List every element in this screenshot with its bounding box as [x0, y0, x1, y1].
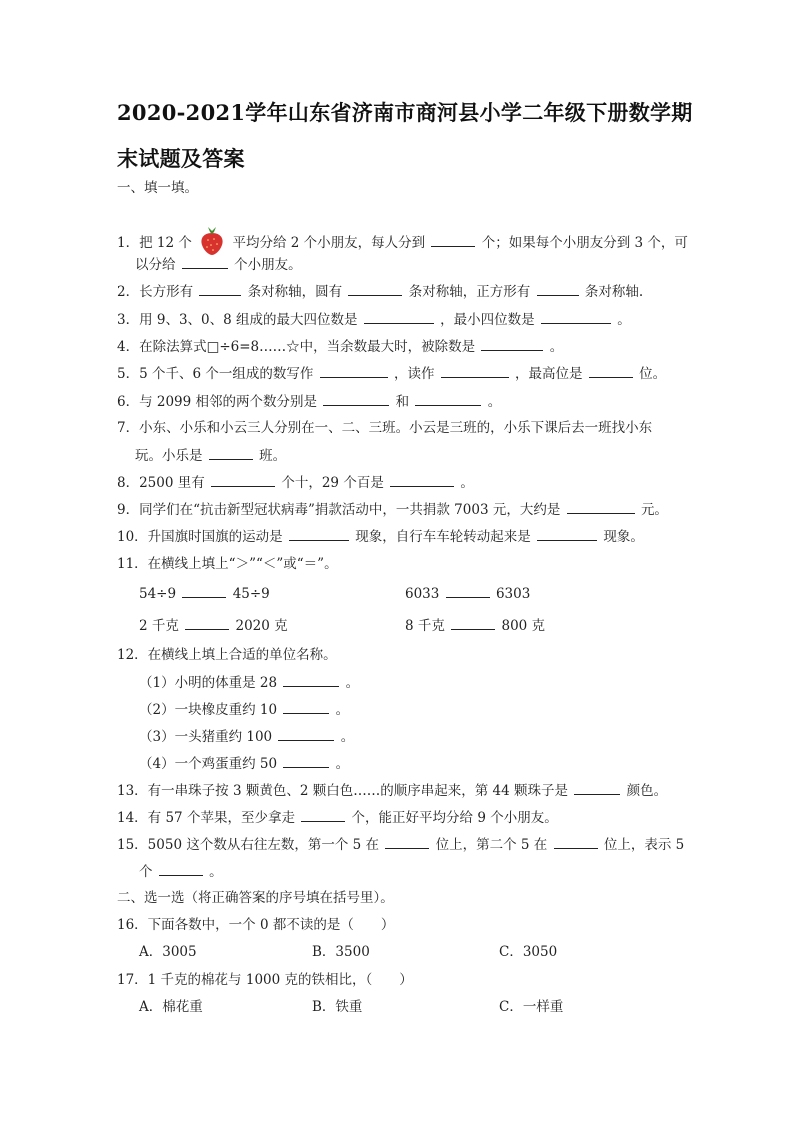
answer-blank[interactable]: [199, 281, 241, 296]
answer-blank[interactable]: [554, 834, 598, 849]
question-17: 17．1 千克的棉花与 1000 克的铁相比，（ ）: [117, 972, 413, 988]
answer-blank[interactable]: [182, 583, 226, 598]
question-15-continued: 个 。: [139, 861, 223, 882]
q16-option-a[interactable]: A．3005: [139, 944, 197, 960]
compare-row-2-right: 8 千克 800 克: [405, 615, 545, 636]
answer-blank[interactable]: [320, 363, 388, 378]
answer-blank[interactable]: [211, 472, 275, 487]
answer-blank[interactable]: [289, 526, 349, 541]
question-12: 12．在横线上填上合适的单位名称。: [117, 647, 337, 663]
question-4: 4．在除法算式□÷6=8……☆中，当余数最大时，被除数是 。: [117, 336, 563, 357]
question-16: 16．下面各数中，一个 0 都不读的是（ ）: [117, 917, 395, 933]
question-1: 1．把 12 个 平均分给 2 个小朋友，每人分到 个；如果每个小朋友分到 3 个，可: [117, 226, 688, 256]
question-10: 10．升国旗时国旗的运动是 现象，自行车车轮转动起来是 现象。: [117, 526, 644, 547]
question-1-continued: 以分给 个小朋友。: [135, 254, 302, 275]
answer-blank[interactable]: [385, 834, 429, 849]
question-3: 3．用 9、3、0、8 组成的最大四位数是 ，最小四位数是 。: [117, 309, 631, 330]
compare-row-1-left: 54÷9 45÷9: [139, 583, 270, 604]
answer-blank[interactable]: [541, 309, 611, 324]
strawberry-icon: [198, 226, 226, 256]
answer-blank[interactable]: [278, 726, 334, 741]
page-title: 2020-2021学年山东省济南市商河县小学二年级下册数学期末试题及答案: [117, 100, 693, 171]
question-12-part-1: （1）小明的体重是 28 。: [139, 672, 359, 693]
answer-blank[interactable]: [390, 472, 454, 487]
question-12-part-2: （2）一块橡皮重约 10 。: [139, 699, 349, 720]
answer-blank[interactable]: [209, 445, 253, 460]
question-13: 13．有一串珠子按 3 颗黄色、2 颗白色……的顺序串起来，第 44 颗珠子是 颜色。: [117, 780, 667, 801]
answer-blank[interactable]: [567, 499, 635, 514]
answer-blank[interactable]: [301, 807, 345, 822]
answer-blank[interactable]: [574, 780, 620, 795]
q17-option-b[interactable]: B．铁重: [312, 999, 363, 1015]
q17-option-c[interactable]: C．一样重: [499, 999, 564, 1015]
answer-blank[interactable]: [537, 526, 597, 541]
section-heading-1: 一、填一填。: [117, 180, 198, 196]
answer-blank[interactable]: [159, 861, 203, 876]
question-7-continued: 玩。小乐是 班。: [135, 445, 286, 466]
question-6: 6．与 2099 相邻的两个数分别是 和 。: [117, 391, 501, 412]
question-7: 7．小东、小乐和小云三人分别在一、二、三班。小云是三班的，小乐下课后去一班找小东: [117, 420, 653, 436]
q16-option-b[interactable]: B．3500: [312, 944, 370, 960]
answer-blank[interactable]: [451, 615, 495, 630]
answer-blank[interactable]: [364, 309, 434, 324]
question-12-part-4: （4）一个鸡蛋重约 50 。: [139, 753, 349, 774]
question-9: 9．同学们在“抗击新型冠状病毒”捐款活动中，一共捐款 7003 元，大约是 元。: [117, 499, 668, 520]
answer-blank[interactable]: [431, 232, 475, 247]
q17-option-a[interactable]: A．棉花重: [139, 999, 203, 1015]
answer-blank[interactable]: [446, 583, 490, 598]
question-15: 15．5050 这个数从右往左数，第一个 5 在 位上，第二个 5 在 位上，表示 5: [117, 834, 684, 855]
answer-blank[interactable]: [283, 672, 339, 687]
question-8: 8．2500 里有 个十，29 个百是 。: [117, 472, 474, 493]
answer-blank[interactable]: [182, 254, 228, 269]
answer-blank[interactable]: [415, 391, 481, 406]
compare-row-1-right: 6033 6303: [405, 583, 530, 604]
answer-blank[interactable]: [481, 336, 543, 351]
compare-row-2-left: 2 千克 2020 克: [139, 615, 288, 636]
answer-blank[interactable]: [348, 281, 402, 296]
answer-blank[interactable]: [537, 281, 579, 296]
question-11: 11．在横线上填上“＞”“＜”或“＝”。: [117, 556, 338, 572]
question-2: 2．长方形有 条对称轴，圆有 条对称轴，正方形有 条对称轴.: [117, 281, 643, 302]
answer-blank[interactable]: [283, 753, 329, 768]
q16-option-c[interactable]: C．3050: [499, 944, 558, 960]
question-14: 14．有 57 个苹果，至少拿走 个，能正好平均分给 9 个小朋友。: [117, 807, 558, 828]
question-5: 5．5 个千、6 个一组成的数写作 ，读作 ，最高位是 位。: [117, 363, 666, 384]
answer-blank[interactable]: [323, 391, 389, 406]
answer-blank[interactable]: [589, 363, 633, 378]
question-12-part-3: （3）一头猪重约 100 。: [139, 726, 354, 747]
answer-blank[interactable]: [283, 699, 329, 714]
section-heading-2: 二、选一选（将正确答案的序号填在括号里）。: [117, 890, 394, 906]
answer-blank[interactable]: [185, 615, 229, 630]
answer-blank[interactable]: [441, 363, 509, 378]
